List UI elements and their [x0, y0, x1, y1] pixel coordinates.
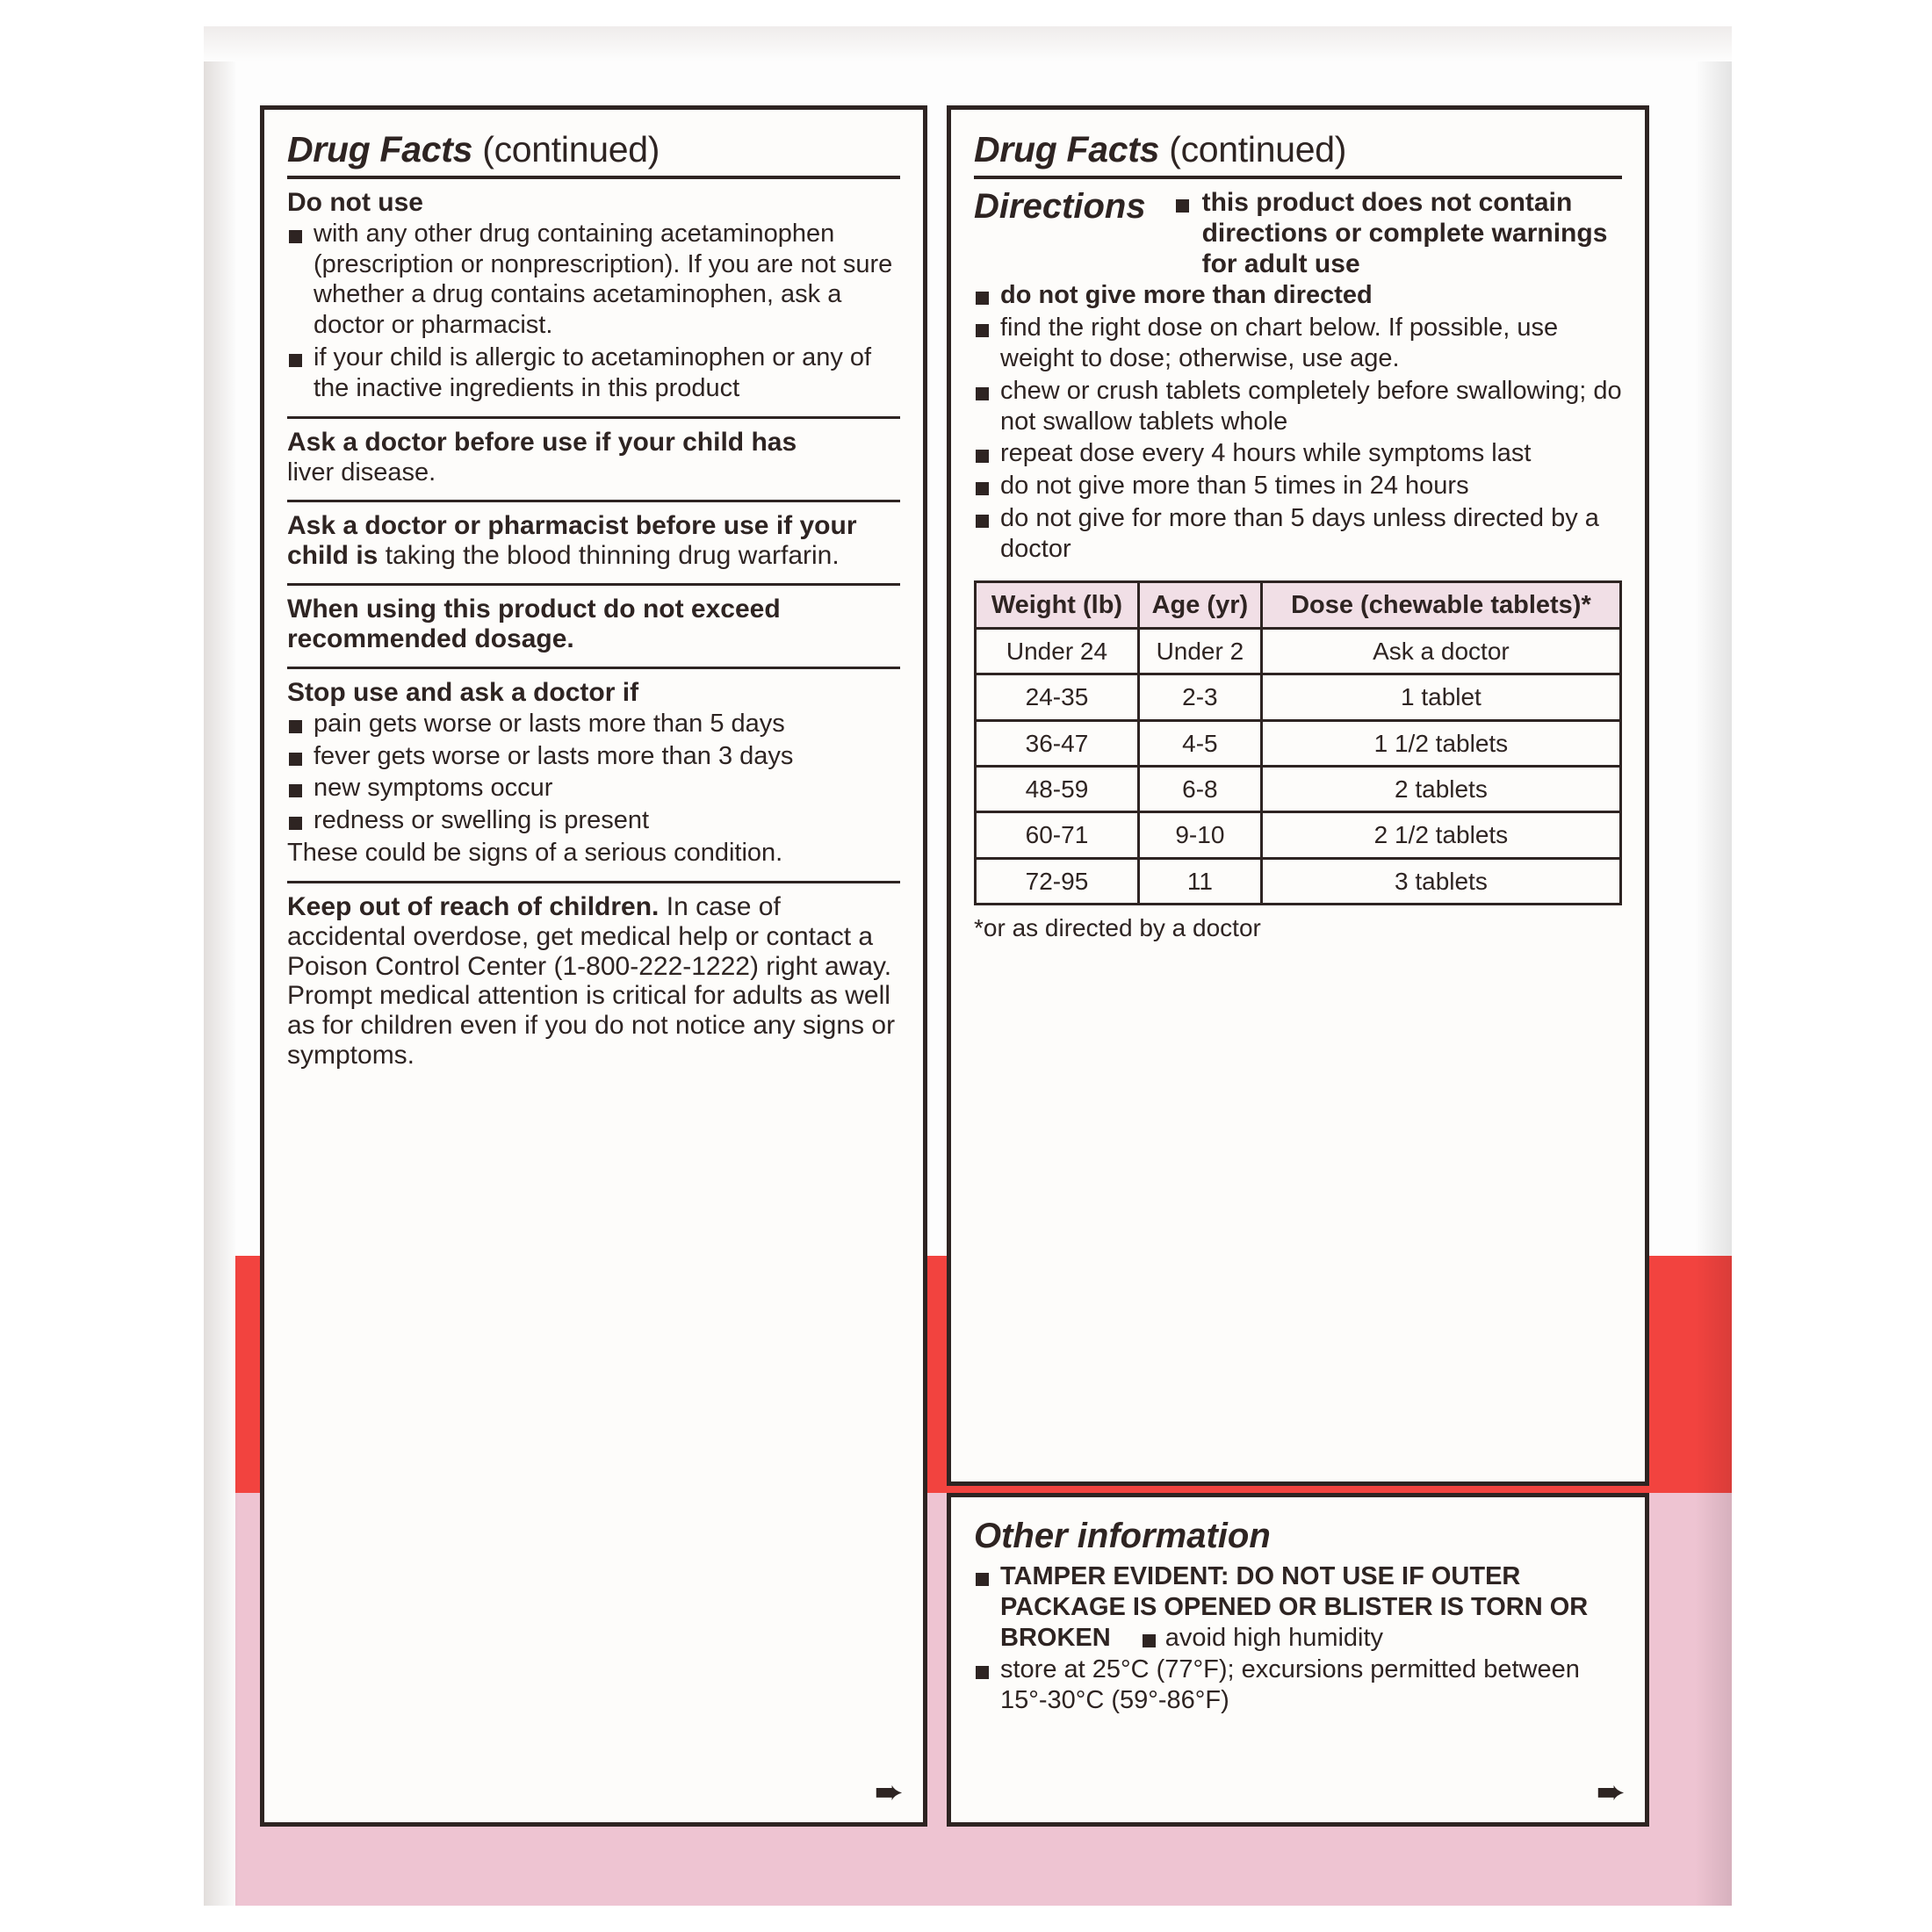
- cell-weight: 48-59: [976, 767, 1139, 812]
- keep-out-of-reach-body: In case of accidental overdose, get medical help or contact a Poison Control Center (1-800-222-1222) right away. Prompt medical attention is critical for adults as well as for children even if you do not notice any signs or symptoms.: [287, 891, 896, 1071]
- list-item: repeat dose every 4 hours while symptoms last: [974, 438, 1622, 469]
- list-item: [974, 1561, 1622, 1653]
- list-item: do not give more than 5 times in 24 hours: [974, 471, 1622, 501]
- list-item: with any other drug containing acetaminophen (prescription or nonprescription). If you are not sure whether a drug contains acetaminophen, ask a doctor or pharmacist.: [287, 219, 900, 341]
- table-row: [976, 720, 1621, 766]
- list-item: new symptoms occur: [287, 773, 900, 804]
- list-item: find the right dose on chart below. If possible, use weight to dose; otherwise, use age.: [974, 313, 1622, 374]
- ask-doctor-body: liver disease.: [287, 458, 436, 487]
- column-header-weight: Weight (lb): [976, 581, 1139, 628]
- ask-pharmacist-body: taking the blood thinning drug warfarin.: [385, 541, 840, 571]
- cell-weight: Under 24: [976, 629, 1139, 674]
- package-top-gloss: [204, 26, 1732, 61]
- divider: [287, 667, 900, 669]
- keep-out-of-reach-heading: [287, 892, 900, 1071]
- table-header-row: [976, 581, 1621, 628]
- directions-heading: Directions: [974, 187, 1146, 226]
- table-row: [976, 767, 1621, 812]
- column-header-dose: Dose (chewable tablets)*: [1261, 581, 1620, 628]
- stop-use-heading: Stop use and ask a doctor if: [287, 677, 639, 707]
- table-row: [976, 858, 1621, 904]
- list-item: store at 25°C (77°F); excursions permitted between 15°-30°C (59°-86°F): [974, 1654, 1622, 1716]
- do-not-use-list: [287, 219, 900, 404]
- humidity-text: avoid high humidity: [1164, 1623, 1384, 1652]
- cell-dose: Ask a doctor: [1261, 629, 1620, 674]
- stop-use-closing: These could be signs of a serious condition.: [287, 839, 783, 867]
- drug-facts-title-right: [974, 129, 1622, 170]
- do-not-use-heading: Do not use: [287, 188, 423, 217]
- divider: [287, 881, 900, 883]
- cell-age: Under 2: [1138, 629, 1261, 674]
- ask-pharmacist-heading: [287, 511, 900, 571]
- continuation-arrow-icon: ➨: [1596, 1773, 1626, 1812]
- cell-dose: 1 1/2 tablets: [1261, 720, 1620, 766]
- dose-table-footnote: *or as directed by a doctor: [974, 914, 1261, 942]
- drug-facts-panel-right: [947, 105, 1649, 1486]
- cell-dose: 2 tablets: [1261, 767, 1620, 812]
- directions-header-row: [974, 188, 1622, 279]
- cell-weight: 24-35: [976, 674, 1139, 720]
- cell-age: 2-3: [1138, 674, 1261, 720]
- tamper-evident-text: TAMPER EVIDENT: DO NOT USE IF OUTER PACKAGE IS OPENED OR BLISTER IS TORN OR BROKEN: [1000, 1562, 1589, 1652]
- cell-age: 9-10: [1138, 812, 1261, 858]
- drug-facts-panel-left: [260, 105, 927, 1827]
- divider: [287, 416, 900, 419]
- dosing-chart: [974, 580, 1622, 906]
- divider: [974, 176, 1622, 179]
- divider: [287, 176, 900, 179]
- drug-facts-title-left: [287, 129, 900, 170]
- list-item: do not give more than directed: [974, 280, 1622, 311]
- cell-age: 4-5: [1138, 720, 1261, 766]
- cell-dose: 1 tablet: [1261, 674, 1620, 720]
- package-left-edge: [204, 26, 235, 1906]
- list-item: do not give for more than 5 days unless directed by a doctor: [974, 503, 1622, 565]
- divider: [287, 583, 900, 586]
- column-header-age: Age (yr): [1138, 581, 1261, 628]
- cell-weight: 72-95: [976, 858, 1139, 904]
- drug-facts-title-continued: (continued): [482, 129, 660, 169]
- drug-facts-title-continued: (continued): [1169, 129, 1347, 169]
- ask-pharmacist-heading-text: Ask a doctor or pharmacist before use if your child is: [287, 511, 857, 571]
- directions-first-item: this product does not contain directions or complete warnings for adult use: [1176, 188, 1622, 279]
- list-item: chew or crush tablets completely before swallowing; do not swallow tablets whole: [974, 376, 1622, 437]
- keep-out-of-reach-heading-text: Keep out of reach of children.: [287, 891, 660, 921]
- other-information-panel: [947, 1493, 1649, 1827]
- table-row: [976, 674, 1621, 720]
- list-item: if your child is allergic to acetaminophen or any of the inactive ingredients in this product: [287, 342, 900, 404]
- stop-use-list: [287, 709, 900, 836]
- continuation-arrow-icon: ➨: [874, 1773, 904, 1812]
- cell-dose: 2 1/2 tablets: [1261, 812, 1620, 858]
- table-row: [976, 812, 1621, 858]
- when-using-heading: When using this product do not exceed recommended dosage.: [287, 595, 781, 654]
- list-item: redness or swelling is present: [287, 805, 900, 836]
- cell-weight: 36-47: [976, 720, 1139, 766]
- ask-doctor-heading: Ask a doctor before use if your child has: [287, 427, 797, 457]
- list-item: pain gets worse or lasts more than 5 days: [287, 709, 900, 739]
- cell-age: 6-8: [1138, 767, 1261, 812]
- cell-dose: 3 tablets: [1261, 858, 1620, 904]
- cell-age: 11: [1138, 858, 1261, 904]
- divider: [287, 500, 900, 502]
- package-right-edge: [1695, 26, 1732, 1906]
- other-information-heading: Other information: [974, 1517, 1271, 1555]
- cell-weight: 60-71: [976, 812, 1139, 858]
- drug-facts-title-text: Drug Facts: [287, 129, 473, 169]
- other-information-list: [974, 1561, 1622, 1716]
- list-item: fever gets worse or lasts more than 3 days: [287, 741, 900, 772]
- drug-facts-title-text: Drug Facts: [974, 129, 1160, 169]
- table-row: [976, 629, 1621, 674]
- directions-list: [974, 280, 1622, 564]
